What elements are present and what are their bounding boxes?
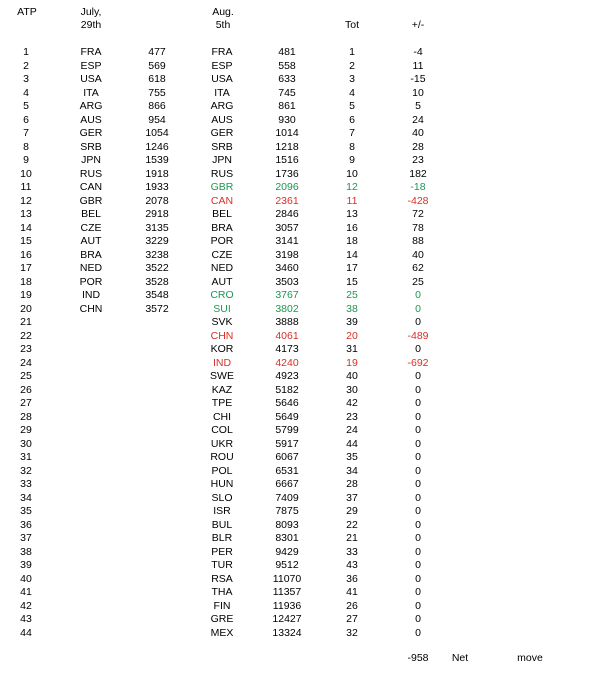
aug-nation-cell: AUS	[211, 113, 233, 126]
aug-nation-cell: BEL	[212, 208, 232, 220]
tot-cell: 11	[346, 194, 358, 207]
aug-nation-cell: SLO	[211, 491, 233, 504]
tot-cell: 16	[346, 221, 358, 234]
rank-cell: 14	[20, 221, 32, 234]
july-points-cell: 755	[148, 86, 166, 99]
aug-points-cell: 3141	[275, 235, 299, 247]
diff-cell: -4	[413, 46, 423, 58]
july-nation-cell: JPN	[81, 154, 101, 166]
aug-points-cell: 633	[278, 73, 296, 85]
aug-points-cell: 8301	[275, 532, 299, 544]
diff-cell: 24	[412, 113, 424, 126]
tot-cell: 2	[349, 59, 355, 72]
aug-nation-cell: THA	[211, 586, 233, 598]
header-july-line2: 29th	[80, 19, 102, 31]
aug-nation-cell: CHN	[210, 329, 234, 342]
rank-cell: 17	[20, 262, 32, 274]
tot-cell: 5	[349, 100, 355, 112]
rank-cell: 21	[20, 316, 32, 328]
diff-cell: 0	[415, 613, 421, 625]
tot-cell: 26	[346, 599, 358, 612]
aug-nation-cell: FRA	[211, 46, 233, 58]
aug-nation-cell: UKR	[210, 437, 234, 450]
rank-cell: 41	[20, 586, 32, 598]
aug-nation-cell: AUT	[211, 275, 233, 288]
july-nation-cell: ARG	[79, 100, 103, 112]
diff-cell: 40	[412, 127, 424, 139]
aug-points-cell: 9429	[275, 545, 299, 558]
aug-points-cell: 3767	[275, 289, 299, 301]
aug-nation-cell: BRA	[211, 221, 233, 234]
aug-points-cell: 1516	[275, 154, 299, 166]
aug-points-cell: 3057	[275, 221, 299, 234]
tot-cell: 10	[346, 167, 358, 180]
tot-cell: 27	[346, 613, 358, 625]
july-points-cell: 618	[148, 73, 166, 85]
diff-cell: 0	[415, 559, 421, 571]
rank-cell: 10	[20, 167, 32, 180]
rank-cell: 19	[20, 289, 32, 301]
tot-cell: 23	[346, 410, 358, 423]
rank-cell: 36	[20, 518, 32, 531]
rank-cell: 2	[23, 59, 29, 72]
aug-nation-cell: IND	[212, 356, 232, 369]
diff-cell: 0	[415, 464, 421, 477]
diff-cell: 0	[415, 532, 421, 544]
tot-cell: 40	[346, 370, 358, 382]
rank-cell: 11	[20, 181, 32, 193]
aug-points-cell: 1014	[275, 127, 299, 139]
july-points-cell: 1246	[145, 140, 169, 153]
diff-cell: 0	[415, 586, 421, 598]
rank-cell: 34	[20, 491, 32, 504]
july-nation-cell: USA	[80, 73, 102, 85]
rank-cell: 28	[20, 410, 32, 423]
july-points-cell: 3135	[145, 221, 169, 234]
tot-cell: 24	[346, 424, 358, 436]
tot-cell: 43	[346, 559, 358, 571]
july-nation-cell: POR	[79, 275, 103, 288]
tot-cell: 31	[346, 343, 358, 355]
aug-nation-cell: RUS	[210, 167, 234, 180]
july-nation-cell: BRA	[80, 248, 102, 261]
tot-cell: 8	[349, 140, 355, 153]
aug-nation-cell: GBR	[210, 181, 234, 193]
aug-nation-cell: BLR	[211, 532, 233, 544]
aug-nation-cell: ESP	[211, 59, 233, 72]
rank-cell: 16	[20, 248, 32, 261]
aug-nation-cell: COL	[211, 424, 233, 436]
tot-cell: 14	[346, 248, 358, 261]
tot-cell: 39	[346, 316, 358, 328]
rank-cell: 38	[20, 545, 32, 558]
diff-cell: 0	[415, 451, 421, 463]
aug-nation-cell: NED	[210, 262, 234, 274]
aug-nation-cell: SWE	[210, 370, 234, 382]
aug-points-cell: 5182	[275, 383, 299, 396]
rank-cell: 30	[20, 437, 32, 450]
july-points-cell: 1933	[145, 181, 169, 193]
tot-cell: 15	[346, 275, 358, 288]
tot-cell: 42	[346, 397, 358, 409]
rank-cell: 43	[20, 613, 32, 625]
aug-points-cell: 558	[278, 59, 296, 72]
july-points-cell: 1918	[145, 167, 169, 180]
aug-points-cell: 13324	[272, 626, 302, 639]
july-nation-cell: ESP	[80, 59, 102, 72]
aug-nation-cell: CHI	[212, 410, 232, 423]
aug-points-cell: 3802	[275, 302, 299, 315]
july-points-cell: 569	[148, 59, 166, 72]
rank-cell: 23	[20, 343, 32, 355]
tot-cell: 36	[346, 572, 358, 585]
july-nation-cell: GER	[79, 127, 103, 139]
rank-cell: 5	[23, 100, 29, 112]
tot-cell: 6	[349, 113, 355, 126]
tot-cell: 28	[346, 478, 358, 490]
diff-cell: -692	[407, 356, 429, 369]
diff-cell: 0	[415, 383, 421, 396]
tot-cell: 34	[346, 464, 358, 477]
rank-cell: 32	[20, 464, 32, 477]
rank-cell: 20	[20, 302, 32, 315]
rank-cell: 7	[23, 127, 29, 139]
rank-cell: 27	[20, 397, 32, 409]
rank-cell: 39	[20, 559, 32, 571]
aug-points-cell: 11936	[272, 599, 302, 612]
tot-cell: 35	[346, 451, 358, 463]
rank-cell: 1	[23, 46, 29, 58]
diff-cell: 0	[415, 491, 421, 504]
aug-nation-cell: POR	[210, 235, 234, 247]
july-points-cell: 1054	[145, 127, 169, 139]
aug-points-cell: 7409	[275, 491, 299, 504]
header-july-line1: July,	[80, 6, 102, 18]
diff-cell: 72	[412, 208, 424, 220]
aug-points-cell: 1736	[275, 167, 299, 180]
rank-cell: 42	[20, 599, 32, 612]
diff-cell: 0	[415, 424, 421, 436]
july-nation-cell: BEL	[81, 208, 101, 220]
diff-cell: 0	[415, 478, 421, 490]
tot-cell: 21	[346, 532, 358, 544]
aug-nation-cell: HUN	[210, 478, 234, 490]
rank-cell: 37	[20, 532, 32, 544]
diff-cell: 0	[415, 410, 421, 423]
rank-cell: 6	[23, 113, 29, 126]
diff-cell: 0	[415, 316, 421, 328]
aug-nation-cell: CRO	[210, 289, 234, 301]
tot-cell: 9	[349, 154, 355, 166]
aug-points-cell: 2846	[275, 208, 299, 220]
aug-points-cell: 1218	[275, 140, 299, 153]
rank-cell: 44	[20, 626, 32, 639]
aug-nation-cell: GER	[210, 127, 234, 139]
rank-cell: 18	[20, 275, 32, 288]
july-points-cell: 3229	[145, 235, 169, 247]
aug-nation-cell: USA	[211, 73, 233, 85]
diff-cell: 0	[415, 343, 421, 355]
july-nation-cell: FRA	[80, 46, 102, 58]
diff-cell: 0	[415, 370, 421, 382]
diff-cell: 0	[415, 572, 421, 585]
aug-points-cell: 9512	[275, 559, 299, 571]
tot-cell: 38	[346, 302, 358, 315]
july-nation-cell: AUS	[80, 113, 102, 126]
aug-nation-cell: KAZ	[211, 383, 233, 396]
aug-nation-cell: SVK	[211, 316, 233, 328]
aug-points-cell: 11357	[272, 586, 302, 598]
aug-points-cell: 5799	[275, 424, 299, 436]
tot-cell: 20	[346, 329, 358, 342]
rank-cell: 26	[20, 383, 32, 396]
tot-cell: 44	[346, 437, 358, 450]
aug-nation-cell: SRB	[211, 140, 233, 153]
rank-cell: 22	[20, 329, 32, 342]
aug-points-cell: 5917	[275, 437, 299, 450]
diff-cell: 0	[415, 397, 421, 409]
tot-cell: 13	[346, 208, 358, 220]
tot-cell: 30	[346, 383, 358, 396]
aug-points-cell: 5646	[275, 397, 299, 409]
aug-nation-cell: KOR	[210, 343, 234, 355]
header-diff: +/-	[411, 19, 425, 31]
july-points-cell: 477	[148, 46, 166, 58]
july-nation-cell: CHN	[79, 302, 103, 315]
diff-cell: -428	[407, 194, 429, 207]
tot-cell: 19	[346, 356, 358, 369]
aug-nation-cell: ROU	[210, 451, 234, 463]
diff-cell: 0	[415, 626, 421, 639]
tot-cell: 41	[346, 586, 358, 598]
aug-nation-cell: SUI	[213, 302, 231, 315]
diff-cell: 0	[415, 289, 421, 301]
aug-nation-cell: JPN	[212, 154, 232, 166]
tot-cell: 17	[346, 262, 358, 274]
aug-nation-cell: GRE	[210, 613, 234, 625]
aug-points-cell: 2361	[275, 194, 299, 207]
aug-points-cell: 8093	[275, 518, 299, 531]
july-nation-cell: CAN	[79, 181, 103, 193]
diff-cell: 40	[412, 248, 424, 261]
diff-cell: 23	[412, 154, 424, 166]
july-nation-cell: GBR	[79, 194, 103, 207]
diff-cell: 10	[412, 86, 424, 99]
july-nation-cell: CZE	[80, 221, 102, 234]
tot-cell: 37	[346, 491, 358, 504]
aug-points-cell: 6531	[275, 464, 299, 477]
rank-cell: 24	[20, 356, 32, 369]
aug-points-cell: 11070	[272, 572, 302, 585]
july-nation-cell: RUS	[79, 167, 103, 180]
tot-cell: 32	[346, 626, 358, 639]
aug-points-cell: 5649	[275, 410, 299, 423]
diff-cell: 28	[412, 140, 424, 153]
july-nation-cell: SRB	[80, 140, 102, 153]
tot-cell: 1	[349, 46, 355, 58]
aug-nation-cell: BUL	[211, 518, 233, 531]
aug-nation-cell: ARG	[210, 100, 234, 112]
aug-points-cell: 4923	[275, 370, 299, 382]
diff-cell: 62	[412, 262, 424, 274]
diff-cell: 0	[415, 599, 421, 612]
diff-cell: 25	[412, 275, 424, 288]
diff-cell: 182	[409, 167, 427, 180]
aug-nation-cell: ITA	[214, 86, 230, 99]
header-tot: Tot	[344, 19, 360, 31]
tot-cell: 4	[349, 86, 355, 99]
aug-points-cell: 12427	[272, 613, 302, 625]
aug-nation-cell: ISR	[213, 505, 231, 517]
aug-points-cell: 861	[278, 100, 296, 112]
aug-nation-cell: CZE	[211, 248, 233, 261]
tot-cell: 3	[349, 73, 355, 85]
rank-cell: 31	[20, 451, 32, 463]
tot-cell: 18	[346, 235, 358, 247]
rank-cell: 3	[23, 73, 29, 85]
july-points-cell: 866	[148, 100, 166, 112]
july-points-cell: 3572	[145, 302, 169, 315]
rank-cell: 33	[20, 478, 32, 490]
diff-cell: 0	[415, 545, 421, 558]
rank-cell: 8	[23, 140, 29, 153]
aug-points-cell: 6667	[275, 478, 299, 490]
aug-points-cell: 4061	[275, 329, 299, 342]
aug-points-cell: 2096	[275, 181, 299, 193]
july-points-cell: 2918	[145, 208, 169, 220]
tot-cell: 22	[346, 518, 358, 531]
july-points-cell: 3238	[145, 248, 169, 261]
aug-points-cell: 4173	[275, 343, 299, 355]
header-atp: ATP	[17, 6, 37, 18]
aug-nation-cell: MEX	[210, 626, 234, 639]
net-label: Net	[451, 652, 469, 664]
july-nation-cell: IND	[81, 289, 101, 301]
july-nation-cell: AUT	[80, 235, 102, 247]
rank-cell: 25	[20, 370, 32, 382]
rank-cell: 4	[23, 86, 29, 99]
rank-cell: 13	[20, 208, 32, 220]
diff-cell: 0	[415, 505, 421, 517]
july-points-cell: 954	[148, 113, 166, 126]
tot-cell: 29	[346, 505, 358, 517]
aug-points-cell: 7875	[275, 505, 299, 517]
rank-cell: 9	[23, 154, 29, 166]
aug-points-cell: 3503	[275, 275, 299, 288]
aug-nation-cell: RSA	[211, 572, 233, 585]
diff-cell: -15	[410, 73, 426, 85]
header-aug-line1: Aug.	[212, 6, 234, 18]
aug-points-cell: 3198	[275, 248, 299, 261]
july-nation-cell: ITA	[83, 86, 99, 99]
move-label: move	[517, 652, 543, 664]
diff-cell: 5	[415, 100, 421, 112]
july-points-cell: 1539	[145, 154, 169, 166]
aug-nation-cell: POL	[211, 464, 233, 477]
aug-nation-cell: TUR	[211, 559, 233, 571]
diff-cell: 0	[415, 302, 421, 315]
aug-nation-cell: TPE	[211, 397, 233, 409]
header-aug-line2: 5th	[215, 19, 231, 31]
net-total: -958	[407, 652, 429, 664]
rank-cell: 15	[20, 235, 32, 247]
aug-points-cell: 3460	[275, 262, 299, 274]
aug-nation-cell: FIN	[213, 599, 231, 612]
aug-nation-cell: CAN	[210, 194, 234, 207]
rank-cell: 40	[20, 572, 32, 585]
aug-nation-cell: PER	[211, 545, 233, 558]
july-nation-cell: NED	[79, 262, 103, 274]
aug-points-cell: 745	[278, 86, 296, 99]
rank-cell: 12	[20, 194, 32, 207]
diff-cell: 11	[412, 59, 424, 72]
diff-cell: 0	[415, 518, 421, 531]
aug-points-cell: 930	[278, 113, 296, 126]
rank-cell: 29	[20, 424, 32, 436]
diff-cell: 88	[412, 235, 424, 247]
diff-cell: -489	[407, 329, 429, 342]
july-points-cell: 3528	[145, 275, 169, 288]
tot-cell: 25	[346, 289, 358, 301]
tot-cell: 12	[346, 181, 358, 193]
aug-points-cell: 3888	[275, 316, 299, 328]
diff-cell: 0	[415, 437, 421, 450]
july-points-cell: 3522	[145, 262, 169, 274]
tot-cell: 7	[349, 127, 355, 139]
rank-cell: 35	[20, 505, 32, 517]
diff-cell: -18	[410, 181, 426, 193]
aug-points-cell: 6067	[275, 451, 299, 463]
diff-cell: 78	[412, 221, 424, 234]
july-points-cell: 3548	[145, 289, 169, 301]
tot-cell: 33	[346, 545, 358, 558]
aug-points-cell: 4240	[275, 356, 299, 369]
aug-points-cell: 481	[278, 46, 296, 58]
july-points-cell: 2078	[145, 194, 169, 207]
